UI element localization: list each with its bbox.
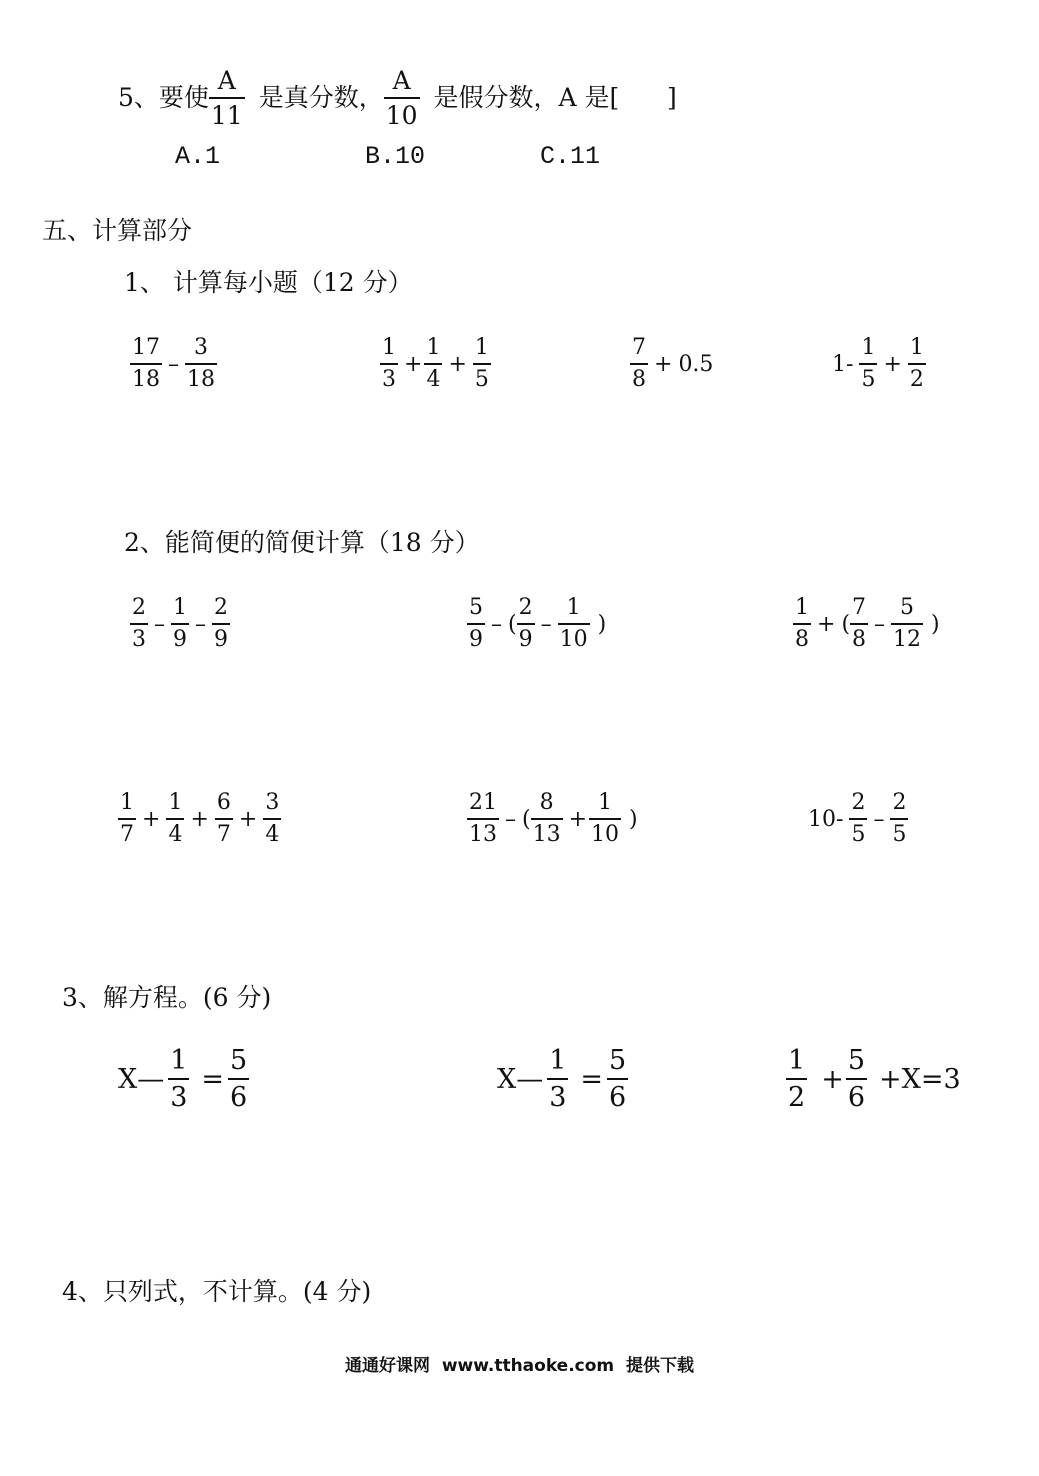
p2-expression-3: $\frac{1}{8}$ + ( $\frac{7}{8}$ – $\frac{5}{12}$ ) bbox=[795, 595, 940, 652]
part-3-title: 3、解方程。(6 分) bbox=[62, 983, 272, 1012]
p2-expression-5: $\frac{21}{13}$ – ( $\frac{8}{13}$ + $\frac{1}{10}$ ) bbox=[469, 790, 638, 847]
q5-mid: 是真分数， bbox=[258, 83, 384, 112]
footer-credit: 通通好课网 www.tthaoke.com 提供下载 bbox=[345, 1356, 694, 1376]
q5-option-c: C.11 bbox=[540, 142, 601, 171]
p3-equation-1: X— $\frac{1}{3}$ = $\frac{5}{6}$ bbox=[118, 1045, 248, 1113]
p2-expression-4: $\frac{1}{7}$ + $\frac{1}{4}$ + $\frac{6}{7}$ + $\frac{3}{4}$ bbox=[120, 790, 280, 847]
q5-fraction-2: $\frac{A}{10}$ bbox=[385, 66, 418, 130]
p1-expression-2: $\frac{1}{3}$ + $\frac{1}{4}$ + $\frac{1}{5}$ bbox=[382, 335, 489, 392]
part-1-title: 1、 计算每小题（12 分） bbox=[124, 268, 413, 297]
q5-fraction-1: $\frac{A}{11}$ bbox=[210, 66, 243, 130]
p3-equation-2: X— $\frac{1}{3}$ = $\frac{5}{6}$ bbox=[497, 1045, 627, 1113]
p1-expression-3: $\frac{7}{8}$ + 0.5 bbox=[632, 335, 714, 392]
q5-option-a: A.1 bbox=[175, 142, 221, 171]
p1-expression-1: $\frac{17}{18}$ – $\frac{3}{18}$ bbox=[132, 335, 215, 392]
q5-prefix: 5、要使 bbox=[118, 83, 209, 112]
p1-expression-4: 1- $\frac{1}{5}$ + $\frac{1}{2}$ bbox=[832, 335, 924, 392]
part-2-title: 2、能简便的简便计算（18 分） bbox=[124, 528, 480, 557]
question-5 bbox=[118, 68, 677, 128]
p2-expression-6: 10- $\frac{2}{5}$ – $\frac{2}{5}$ bbox=[808, 790, 907, 847]
section-title: 五、计算部分 bbox=[42, 216, 193, 245]
p3-equation-3: $\frac{1}{2}$ + $\frac{5}{6}$ +X=3 bbox=[788, 1045, 961, 1113]
q5-option-b: B.10 bbox=[365, 142, 426, 171]
q5-suffix: 是假分数，A 是[ ] bbox=[433, 83, 677, 112]
part-4-title: 4、只列式，不计算。(4 分) bbox=[62, 1277, 372, 1306]
p2-expression-1: $\frac{2}{3}$ – $\frac{1}{9}$ – $\frac{2}{9}$ bbox=[132, 595, 228, 652]
p2-expression-2: $\frac{5}{9}$ – ( $\frac{2}{9}$ – $\frac{1}{10}$ ) bbox=[469, 595, 607, 652]
